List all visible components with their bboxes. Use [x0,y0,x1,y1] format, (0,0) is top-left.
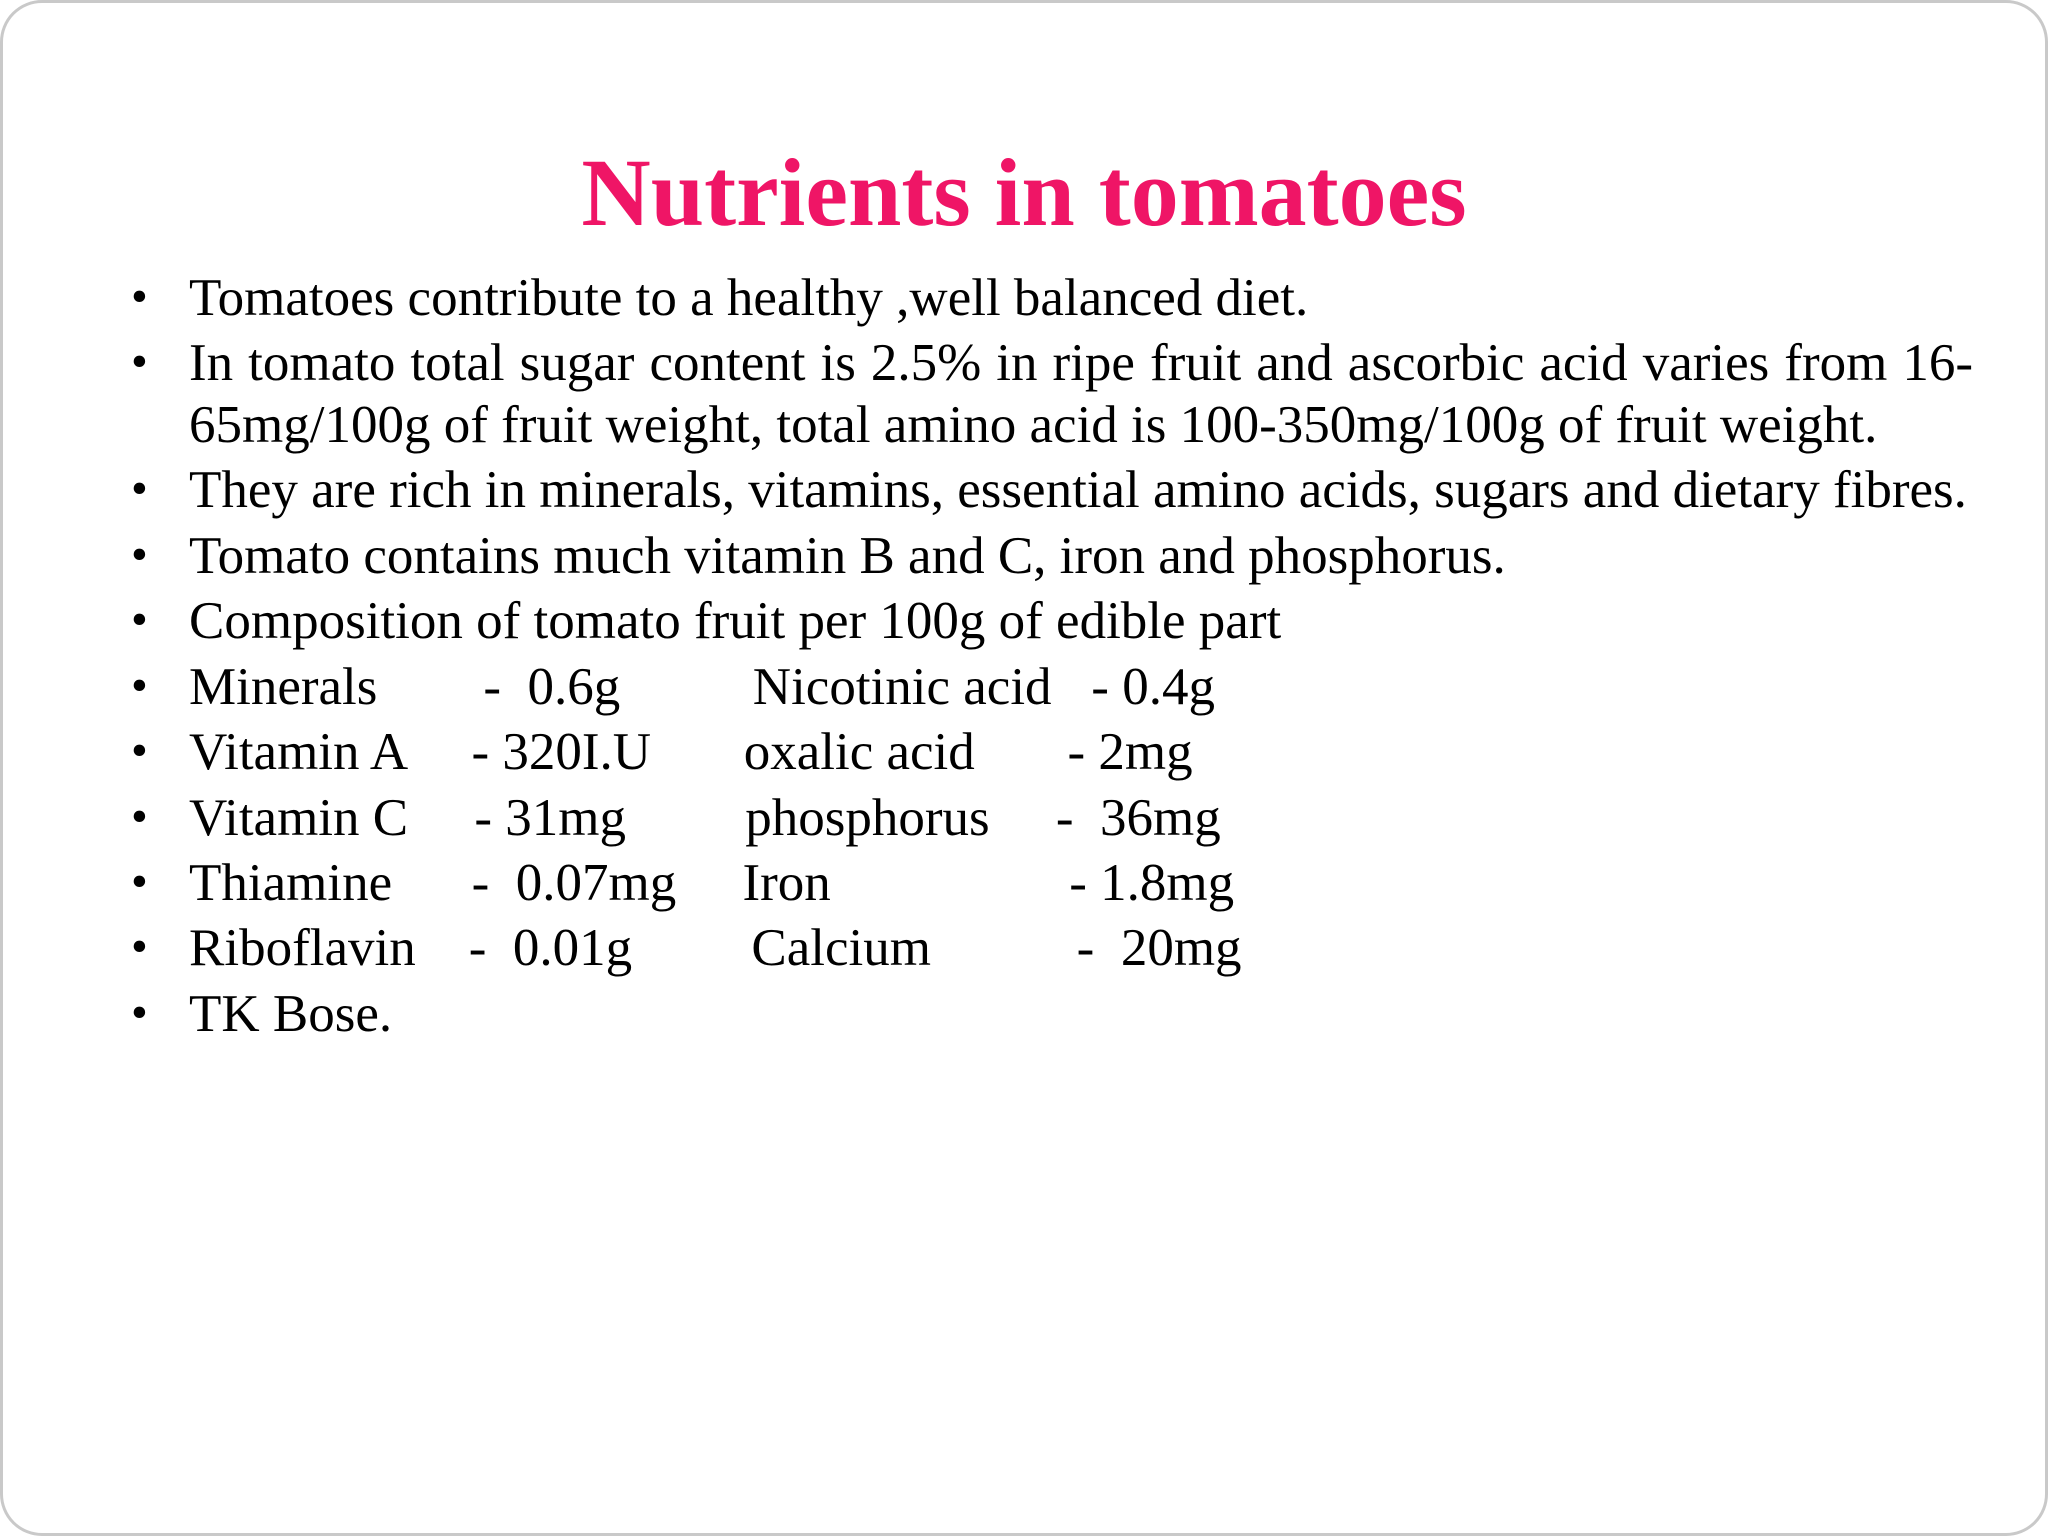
bullet-icon: • [131,527,148,581]
list-item-nutrient [121,722,1973,783]
list-item-nutrient [121,853,1973,914]
nutrient-row-text: Thiamine - 0.07mg Iron - 1.8mg [189,854,1235,913]
page-title: Nutrients in tomatoes [581,139,1467,246]
nutrient-row-text: Vitamin A - 320I.U oxalic acid - 2mg [189,723,1193,782]
bullet-icon: • [131,724,148,778]
bullet-icon: • [131,920,148,974]
nutrient-row-text: Vitamin C - 31mg phosphorus - 36mg [189,788,1221,847]
nutrient-row-text: Minerals - 0.6g Nicotinic acid - 0.4g [189,657,1215,716]
bullet-text: Composition of tomato fruit per 100g of edible part [189,592,1282,651]
bullet-icon: • [131,855,148,909]
bullet-list [3,244,2045,1046]
author-credit: TK Bose. [189,984,393,1043]
bullet-icon: • [131,593,148,647]
bullet-text: In tomato total sugar content is 2.5% in ripe fruit and ascorbic acid varies from 16-65mg/100g of fruit weight, total amino acid is 100-350mg/100g of fruit weight. [189,334,1973,454]
bullet-text: They are rich in minerals, vitamins, essential amino acids, sugars and dietary fibres. [189,461,1967,520]
bullet-text: Tomatoes contribute to a healthy ,well balanced diet. [189,268,1309,327]
bullet-icon: • [131,269,148,323]
bullet-icon: • [131,789,148,843]
list-item-author [121,984,1973,1045]
list-item-nutrient [121,788,1973,849]
list-item [121,591,1973,652]
list-item [121,333,1973,456]
bullet-icon: • [131,335,148,389]
bullet-icon: • [131,658,148,712]
list-item [121,460,1973,521]
nutrient-row-text: Riboflavin - 0.01g Calcium - 20mg [189,919,1242,978]
bullet-text: Tomato contains much vitamin B and C, iron and phosphorus. [189,526,1506,585]
list-item-nutrient [121,657,1973,718]
list-item [121,526,1973,587]
bullet-icon: • [131,462,148,516]
list-item [121,268,1973,329]
bullet-icon: • [131,985,148,1039]
list-item-nutrient [121,918,1973,979]
